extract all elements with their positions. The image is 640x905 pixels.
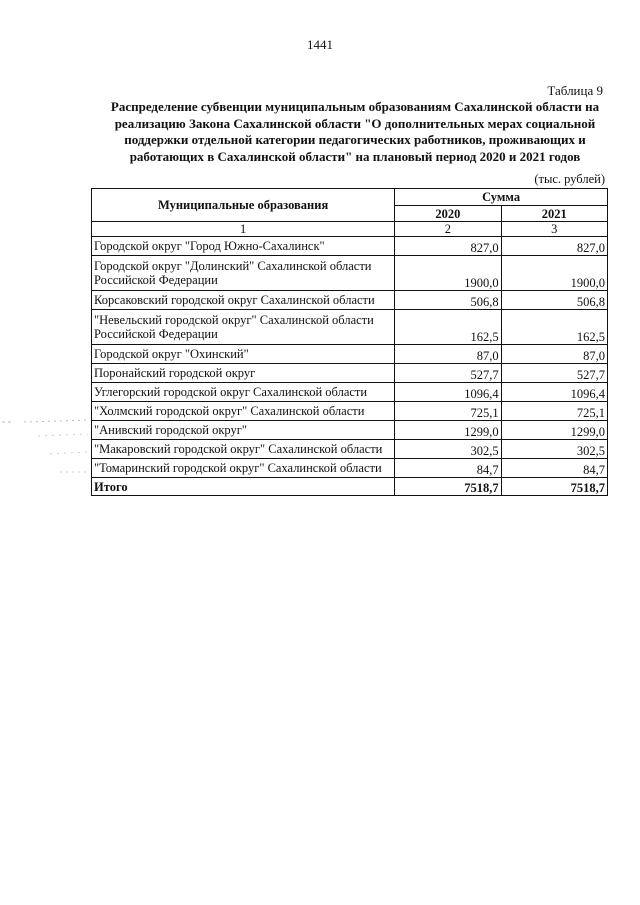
- value-2021: 162,5: [501, 310, 607, 345]
- municipality-name: "Холмский городской округ" Сахалинской области: [92, 402, 395, 421]
- table-row: [92, 345, 608, 364]
- municipality-name: Городской округ "Город Южно-Сахалинск": [92, 237, 395, 256]
- value-2020: 1900,0: [395, 256, 501, 291]
- value-2020: 827,0: [395, 237, 501, 256]
- table-row: [92, 421, 608, 440]
- column-number-1: 1: [92, 222, 395, 237]
- total-label: Итого: [92, 478, 395, 496]
- table-row: [92, 459, 608, 478]
- value-2020: 302,5: [395, 440, 501, 459]
- table-row: [92, 364, 608, 383]
- table-row: [92, 402, 608, 421]
- table-row: [92, 256, 608, 291]
- total-2021: 7518,7: [501, 478, 607, 496]
- municipality-name: "Томаринский городской округ" Сахалинской области: [92, 459, 395, 478]
- municipality-name: Городской округ "Охинский": [92, 345, 395, 364]
- value-2020: 1096,4: [395, 383, 501, 402]
- value-2021: 527,7: [501, 364, 607, 383]
- column-number-3: 3: [501, 222, 607, 237]
- table-row: [92, 383, 608, 402]
- total-row: [92, 478, 608, 496]
- page-number: 1441: [307, 37, 333, 52]
- municipality-name: "Макаровский городской округ" Сахалинской области: [92, 440, 395, 459]
- value-2020: 84,7: [395, 459, 501, 478]
- municipality-name: Поронайский городской округ: [92, 364, 395, 383]
- value-2021: 87,0: [501, 345, 607, 364]
- municipality-name: Корсаковский городской округ Сахалинской области: [92, 291, 395, 310]
- header-year-2020: 2020: [395, 206, 501, 222]
- value-2021: 302,5: [501, 440, 607, 459]
- value-2020: 87,0: [395, 345, 501, 364]
- table-label: Таблица 9: [547, 83, 603, 98]
- header-sum: Сумма: [395, 189, 608, 206]
- value-2020: 506,8: [395, 291, 501, 310]
- municipality-name: "Невельский городской округ" Сахалинской области Российской Федерации: [92, 310, 395, 345]
- scan-artifact-lines: [0, 400, 90, 480]
- municipality-name: Городской округ "Долинский" Сахалинской области Российской Федерации: [92, 256, 395, 291]
- table-row: [92, 291, 608, 310]
- value-2021: 506,8: [501, 291, 607, 310]
- units-label: (тыс. рублей): [534, 172, 605, 186]
- table-row: [92, 237, 608, 256]
- value-2020: 162,5: [395, 310, 501, 345]
- municipality-name: Углегорский городской округ Сахалинской области: [92, 383, 395, 402]
- column-number-2: 2: [395, 222, 501, 237]
- municipality-name: "Анивский городской округ": [92, 421, 395, 440]
- value-2021: 725,1: [501, 402, 607, 421]
- value-2020: 527,7: [395, 364, 501, 383]
- table-row: [92, 310, 608, 345]
- value-2021: 1299,0: [501, 421, 607, 440]
- value-2021: 827,0: [501, 237, 607, 256]
- total-2020: 7518,7: [395, 478, 501, 496]
- document-title: Распределение субвенции муниципальным образованиям Сахалинской области на реализацию Закона Сахалинской области "О дополнительных мерах социальной поддержки отдельной категории педагогических работников, проживающих и работающих в Сахалинской области" на плановый период 2020 и 2021 годов: [110, 99, 600, 164]
- value-2021: 1900,0: [501, 256, 607, 291]
- value-2021: 1096,4: [501, 383, 607, 402]
- header-year-2021: 2021: [501, 206, 607, 222]
- header-municipalities: Муниципальные образования: [92, 189, 395, 222]
- value-2020: 1299,0: [395, 421, 501, 440]
- subvention-table: [91, 188, 608, 496]
- value-2021: 84,7: [501, 459, 607, 478]
- table-row: [92, 440, 608, 459]
- value-2020: 725,1: [395, 402, 501, 421]
